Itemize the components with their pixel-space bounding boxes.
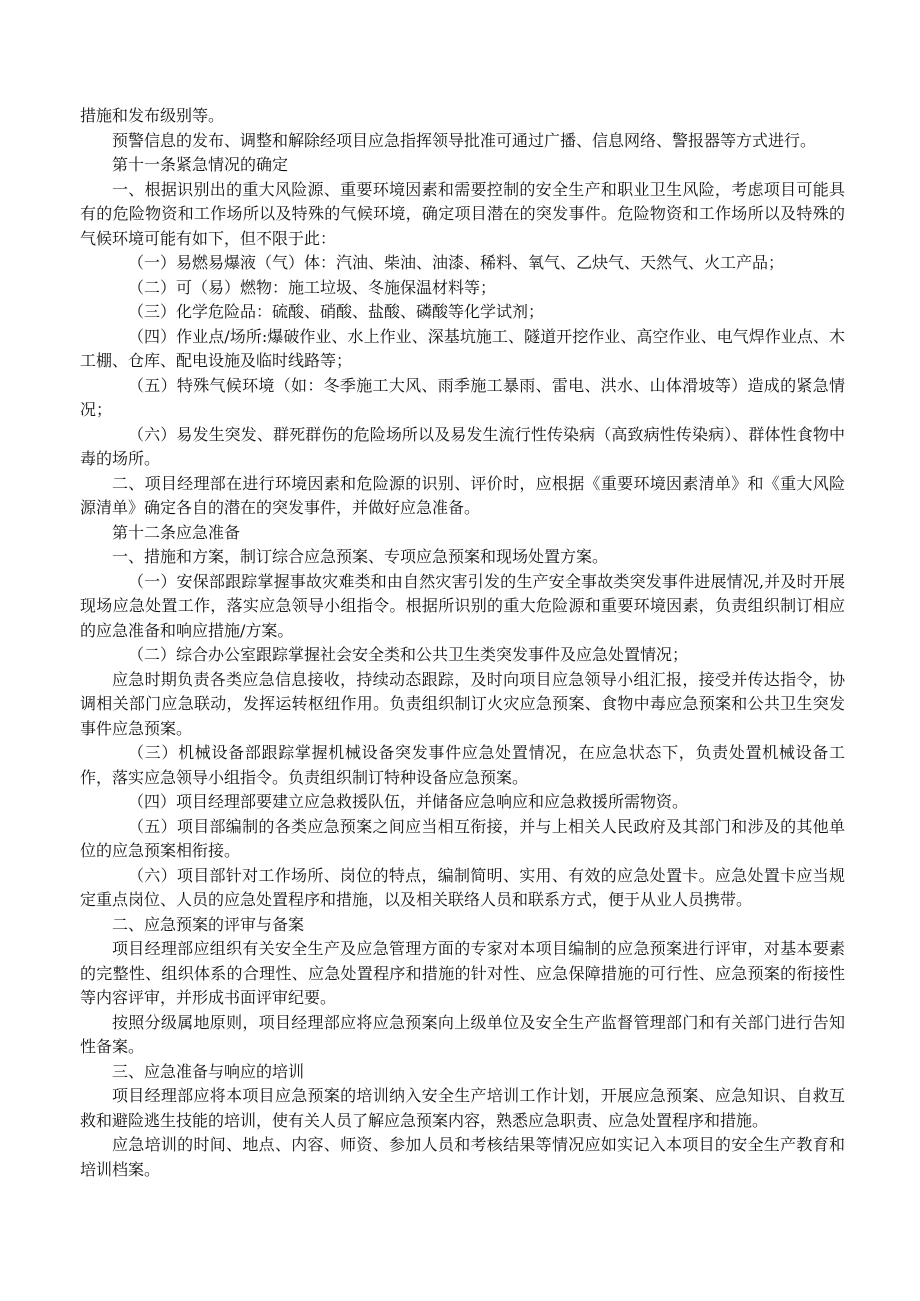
paragraph: 项目经理部应将本项目应急预案的培训纳入安全生产培训工作计划，开展应急预案、应急知识、自救互救和避险逃生技能的培训，使有关人员了解应急预案内容，熟悉应急职责、应急处置程序和措施。 [80,1086,845,1130]
section-heading: 三、应急准备与响应的培训 [112,1061,305,1081]
list-item: （二）可（易）燃物：施工垃圾、冬施保温材料等； [128,277,497,297]
list-item: （五）项目部编制的各类应急预案之间应当相互衔接，并与上相关人民政府及其部门和涉及的其他单位的应急预案相衔接。 [80,816,845,860]
paragraph: 应急培训的时间、地点、内容、师资、参加人员和考核结果等情况应如实记入本项目的安全生产教育和培训档案。 [80,1135,845,1179]
section-heading: 二、应急预案的评审与备案 [112,914,305,934]
list-item: （三）机械设备部跟踪掌握机械设备突发事件应急处置情况，在应急状态下，负责处置机械设备工作，落实应急领导小组指令。负责组织制订特种设备应急预案。 [80,743,845,787]
paragraph: 一、措施和方案，制订综合应急预案、专项应急预案和现场处置方案。 [112,547,609,566]
list-item: （一）安保部跟踪掌握事故灾难类和由自然灾害引发的生产安全事故类突发事件进展情况,并及时开展现场应急处置工作，落实应急领导小组指令。根据所识别的重大危险源和重要环境因素，负责组织制订相应的应急准备和响应措施/方案。 [80,571,845,640]
section-heading: 第十二条应急准备 [112,522,241,542]
list-item: （六）易发生突发、群死群伤的危险场所以及易发生流行性传染病（高致病性传染病）、群体性食物中毒的场所。 [80,424,845,468]
paragraph: 项目经理部应组织有关安全生产及应急管理方面的专家对本项目编制的应急预案进行评审，对基本要素的完整性、组织体系的合理性、应急处置程序和措施的针对性、应急保障措施的可行性、应急预案的衔接性等内容评审，并形成书面评审纪要。 [80,939,845,1007]
paragraph: 预警信息的发布、调整和解除经项目应急指挥领导批准可通过广播、信息网络、警报器等方式进行。 [112,130,817,150]
paragraph: 措施和发布级别等。 [80,106,225,125]
list-item: （六）项目部针对工作场所、岗位的特点，编制简明、实用、有效的应急处置卡。应急处置卡应当规定重点岗位、人员的应急处置程序和措施，以及相关联络人员和联系方式，便于从业人员携带。 [80,865,845,909]
list-item: （一）易燃易爆液（气）体：汽油、柴油、油漆、稀料、氧气、乙炔气、天然气、火工产品； [128,253,785,272]
list-item: （五）特殊气候环境（如：冬季施工大风、雨季施工暴雨、雷电、洪水、山体滑坡等）造成的紧急情况； [80,375,845,419]
paragraph: 二、项目经理部在进行环境因素和危险源的识别、评价时，应根据《重要环境因素清单》和《重大风险源清单》确定各自的潜在的突发事件，并做好应急准备。 [80,473,845,517]
list-item: （四）作业点/场所:爆破作业、水上作业、深基坑施工、隧道开挖作业、高空作业、电气焊作业点、木工棚、仓库、配电设施及临时线路等； [80,326,845,370]
list-item: （二）综合办公室跟踪掌握社会安全类和公共卫生类突发事件及应急处置情况； [128,645,689,664]
paragraph: 一、根据识别出的重大风险源、重要环境因素和需要控制的安全生产和职业卫生风险，考虑项目可能具有的危险物资和工作场所以及特殊的气候环境，确定项目潜在的突发事件。危险物资和工作场所以及特殊的气候环境可能有如下，但不限于此： [80,179,845,248]
section-heading: 第十一条紧急情况的确定 [112,155,289,174]
paragraph: 按照分级属地原则，项目经理部应将应急预案向上级单位及安全生产监督管理部门和有关部门进行告知性备案。 [80,1012,845,1056]
document-body [80,104,845,1182]
paragraph: 应急时期负责各类应急信息接收，持续动态跟踪，及时向项目应急领导小组汇报，接受并传达指令，协调相关部门应急联动，发挥运转枢纽作用。负责组织制订火灾应急预案、食物中毒应急预案和公共卫生突发事件应急预案。 [80,669,845,738]
list-item: （四）项目经理部要建立应急救援队伍，并储备应急响应和应急救援所需物资。 [128,792,689,811]
list-item: （三）化学危险品：硫酸、硝酸、盐酸、磷酸等化学试剂； [128,302,545,321]
